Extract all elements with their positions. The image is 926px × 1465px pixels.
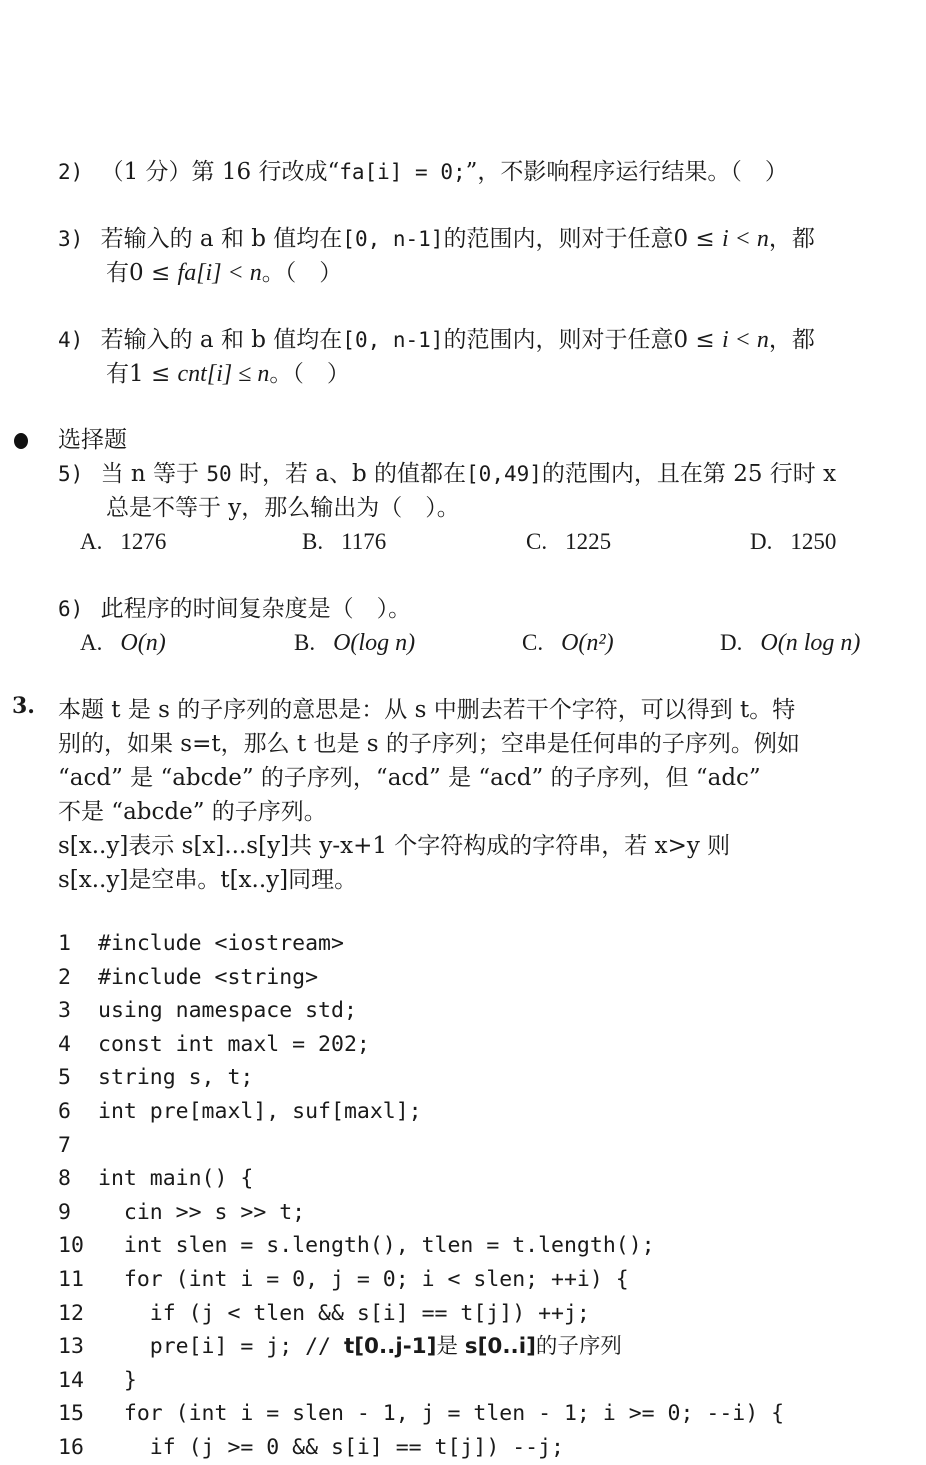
code-line: 14 } bbox=[58, 1368, 137, 1393]
bullet-icon bbox=[14, 433, 28, 449]
code-line: 2 #include <string> bbox=[58, 965, 319, 990]
option-d[interactable]: D. 1250 bbox=[750, 529, 837, 554]
judge-item-4-line2: 有1 ≤ cnt[i] ≤ n。（ ） bbox=[106, 361, 350, 387]
option-c[interactable]: C. 1225 bbox=[526, 529, 612, 554]
code-line: 10 int slen = s.length(), tlen = t.length(); bbox=[58, 1233, 655, 1258]
option-c[interactable]: C. O(n²) bbox=[522, 630, 614, 656]
answer-blank: 。（ ） bbox=[261, 260, 343, 286]
code-line: 1 #include <iostream> bbox=[58, 931, 344, 956]
answer-blank: 。（ ） bbox=[269, 361, 350, 387]
answer-blank: ”，不影响程序运行结果。（ ） bbox=[465, 159, 788, 185]
code-line: 5 string s, t; bbox=[58, 1065, 254, 1090]
option-b[interactable]: B. O(log n) bbox=[294, 630, 416, 656]
code-line: 12 if (j < tlen && s[i] == t[j]) ++j; bbox=[58, 1301, 590, 1326]
code-line: 15 for (int i = slen - 1, j = tlen - 1; i >= 0; --i) { bbox=[58, 1401, 785, 1426]
judge-item-2: 2) （1 分）第 16 行改成“fa[i] = 0;”，不影响程序运行结果。（ ） bbox=[58, 159, 788, 185]
judge-item-3-line2: 有0 ≤ fa[i] < n。（ ） bbox=[106, 260, 343, 286]
judge-item-3: 3) 若输入的 a 和 b 值均在[0, n-1]的范围内，则对于任意0 ≤ i < n，都 bbox=[58, 226, 815, 252]
code-line: 4 const int maxl = 202; bbox=[58, 1032, 370, 1057]
code-line: 7 bbox=[58, 1133, 71, 1158]
code-line: 9 cin >> s >> t; bbox=[58, 1200, 306, 1225]
choice-question-5: 5) 当 n 等于 50 时，若 a、b 的值都在[0,49]的范围内，且在第 25 行时 x bbox=[58, 461, 837, 487]
choice-question-5-line2: 总是不等于 y，那么输出为（ ）。 bbox=[106, 495, 460, 521]
options-q5 bbox=[0, 525, 926, 559]
options-q6 bbox=[0, 626, 926, 660]
code-line: 11 for (int i = 0, j = 0; i < slen; ++i) { bbox=[58, 1267, 629, 1292]
code-line: 13 pre[i] = j; // t[0..j-1]是 s[0..i]的子序列 bbox=[58, 1334, 622, 1359]
judge-item-4: 4) 若输入的 a 和 b 值均在[0, n-1]的范围内，则对于任意0 ≤ i < n，都 bbox=[58, 327, 815, 353]
option-a[interactable]: A. 1276 bbox=[80, 529, 167, 554]
code-line: 16 if (j >= 0 && s[i] == t[j]) --j; bbox=[58, 1435, 564, 1460]
problem-description: 本题 t 是 s 的子序列的意思是：从 s 中删去若干个字符，可以得到 t。特 别的，如果 s=t，那么 t 也是 s 的子序列；空串是任何串的子序列。例如 “acd” 是 “abcde” 的子序列，“acd” 是 “acd” 的子序列，但 “adc” 不是 “abcde” 的子序列。 s[x..y]表示 s[x]...s[y]共 y-x+1 个字符构成的字符串，若 x>y 则 s[x..y]是空串。t[x..y]同理。 bbox=[58, 697, 800, 893]
code-line: 8 int main() { bbox=[58, 1166, 254, 1191]
option-b[interactable]: B. 1176 bbox=[302, 529, 387, 554]
code-line: 3 using namespace std; bbox=[58, 998, 357, 1023]
section-heading-choice: 选择题 bbox=[58, 427, 127, 453]
option-a[interactable]: A. O(n) bbox=[80, 630, 166, 656]
choice-question-6: 6) 此程序的时间复杂度是（ ）。 bbox=[58, 596, 412, 622]
problem-number: 3. bbox=[12, 693, 35, 719]
code-line: 6 int pre[maxl], suf[maxl]; bbox=[58, 1099, 422, 1124]
option-d[interactable]: D. O(n log n) bbox=[720, 630, 861, 656]
